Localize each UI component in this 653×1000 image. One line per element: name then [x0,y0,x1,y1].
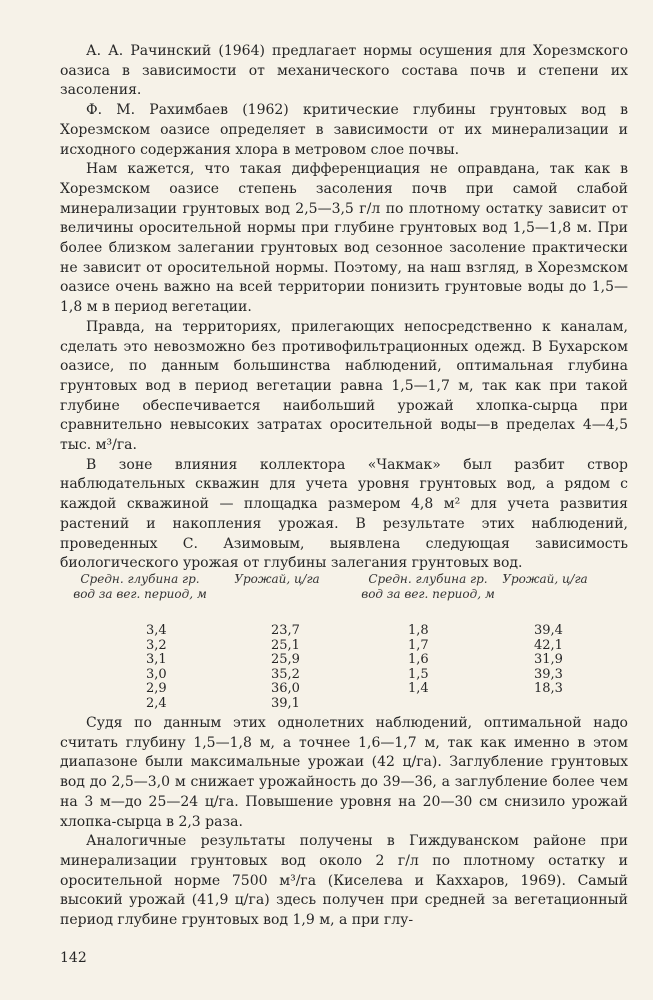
table-cell: 36,0 [271,681,300,696]
table-cell: 42,1 [534,637,563,653]
paragraph-rachinsky: А. А. Рачинский (1964) предлагает нормы осушения для Хорезмского оазиса в зависимости от механического состава почв и степени их засоления. [60,43,628,99]
page-number: 142 [60,950,87,966]
paragraph-rakhimbaev: Ф. М. Рахимбаев (1962) критические глубины грунтовых вод в Хорезмском оазисе определяет в зависимости от их минерализации и исходного содержания хлора в метровом слое почвы. [60,102,628,158]
table-cell: 18,3 [534,681,563,696]
paragraph-chakmak: В зоне влияния коллектора «Чакмак» был разбит створ наблюдательных скважин для учета уровня грунтовых вод, а рядом с каждой скважиной — площадка размером 4,8 м² для учета развития растений и накопления урожая. В результате этих наблюдений, проведенных С. Азимовым, выявлена следующая зависимость биологического урожая от глубины залегания грунтовых вод. [60,456,628,572]
table-cell: 3,4 [146,623,167,638]
paragraph-conclusion: Судя по данным этих однолетних наблюдений, оптимальной надо считать глубину 1,5—1,8 м, а точнее 1,6—1,7 м, так как именно в этом диапазоне были максимальные урожаи (42 ц/га). Заглубление грунтовых вод до 2,5—3,0 м снижает урожайность до 39—36, а заглубление более чем на 3 м—до 25—24 ц/га. Повышение уровня на 20—30 см снизило урожай хлопка-сырца в 2,3 раза. [60,715,628,830]
text-block-bottom [60,714,628,931]
text-block-top [60,42,628,574]
table-cell: 1,4 [408,681,429,696]
table-cell: 2,4 [146,695,167,711]
table-cell: 39,1 [271,695,300,711]
header-yield-left: Урожай, ц/га [234,572,320,586]
column-right-depths [408,624,429,697]
table-cell: 3,0 [146,666,167,682]
table-cell: 39,4 [534,623,563,638]
column-left-depths [146,624,167,711]
paragraph-gizhduvan: Аналогичные результаты получены в Гиждуванском районе при минерализации грунтовых вод около 2 г/л по плотному остатку и оросительной норме 7500 м³/га (Киселева и Каххаров, 1969). Самый высокий урожай (41,9 ц/га) здесь получен при средней за вегетационный период глубине грунтовых вод 1,9 м, а при глу- [60,833,628,929]
column-right-yields [534,624,563,697]
table-cell: 1,6 [408,652,429,667]
header-depth-left: Средн. глубина гр. вод за вег. период, м [73,572,207,601]
column-left-yields [271,624,300,711]
table-cell: 31,9 [534,652,563,667]
header-yield-right: Урожай, ц/га [502,572,588,586]
table-cell: 3,1 [146,652,167,667]
table-cell: 2,9 [146,681,167,696]
table-cell: 1,5 [408,666,429,682]
paragraph-differentiation: Нам кажется, что такая дифференциация не оправдана, так как в Хорезмском оазисе степень засоления почв при самой слабой минерализации грунтовых вод 2,5—3,5 г/л по плотному остатку зависит от величины оросительной нормы при глубине грунтовых вод 1,5—1,8 м. При более близком залегании грунтовых вод сезонное засоление практически не зависит от оросительной нормы. Поэтому, на наш взгляд, в Хорезмском оазисе очень важно на всей территории понизить грунтовые воды до 1,5—1,8 м в период вегетации. [60,161,628,316]
table-cell: 39,3 [534,666,563,682]
table-cell: 25,1 [271,637,300,653]
table-cell: 25,9 [271,652,300,667]
header-depth-right: Средн. глубина гр. вод за вег. период, м [361,572,495,601]
table-cell: 3,2 [146,637,167,653]
table-cell: 35,2 [271,666,300,682]
paragraph-bukhara: Правда, на территориях, прилегающих непосредственно к каналам, сделать это невозможно без противофильтрационных одежд. В Бухарском оазисе, по данным большинства наблюдений, оптимальная глубина грунтовых вод в период вегетации равна 1,5—1,7 м, так как при такой глубине обеспечивается наибольший урожай хлопка-сырца при сравнительно невысоких затратах оросительной воды—в пределах 4—4,5 тыс. м³/га. [60,318,628,454]
table-cell: 1,8 [408,623,429,638]
table-cell: 1,7 [408,637,429,653]
yield-depth-table [60,572,628,712]
table-cell: 23,7 [271,623,300,638]
